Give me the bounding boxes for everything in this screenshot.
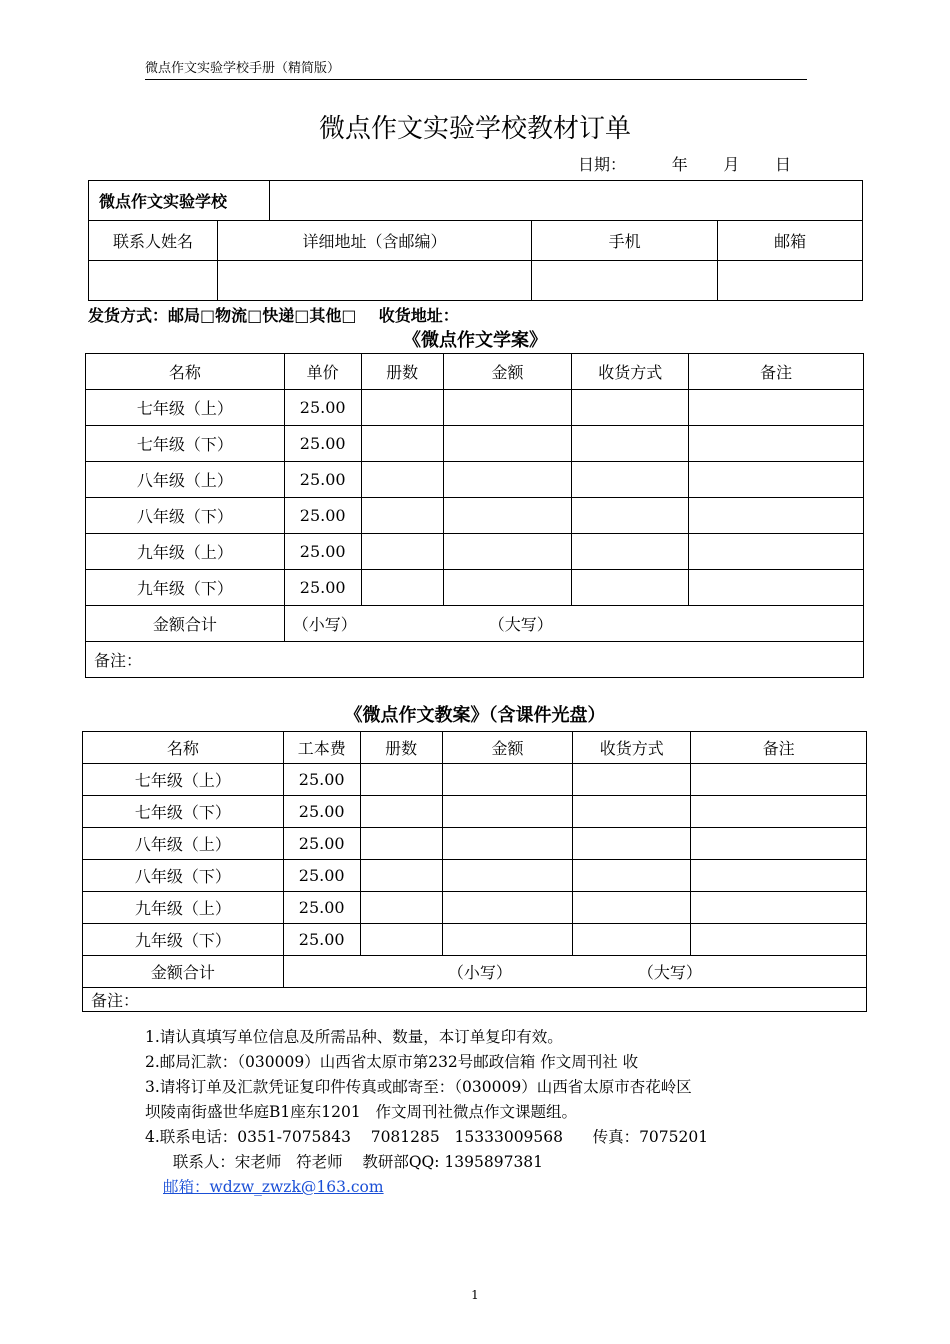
remark-field[interactable]: [691, 860, 867, 892]
col-contact-name: 联系人姓名: [89, 221, 218, 261]
shipping-field[interactable]: [572, 570, 689, 606]
table-row: [86, 570, 864, 606]
shipping-field[interactable]: [573, 892, 691, 924]
header-cost: 工本费: [283, 732, 360, 764]
row-name: 七年级（下）: [83, 796, 284, 828]
order-notes: [145, 1025, 708, 1200]
row-name: 七年级（上）: [86, 390, 285, 426]
shipping-field[interactable]: [572, 462, 689, 498]
row-price: 25.00: [283, 860, 360, 892]
amount-field[interactable]: [443, 462, 572, 498]
header-amount: 金额: [442, 732, 573, 764]
big-amount-label: （大写）: [637, 963, 702, 982]
col-address: 详细地址（含邮编）: [217, 221, 531, 261]
note-line: 4.联系电话：0351-7075843 7081285 15333009568 传真：7075201: [145, 1128, 709, 1146]
phone-field[interactable]: [532, 261, 718, 301]
remark-field[interactable]: [689, 570, 864, 606]
school-info-table: [88, 180, 863, 301]
row-name: 九年级（下）: [83, 924, 284, 956]
small-amount-label: （小写）: [292, 615, 357, 634]
shipping-field[interactable]: [573, 764, 691, 796]
shipping-field[interactable]: [573, 828, 691, 860]
row-name: 七年级（上）: [83, 764, 284, 796]
copies-field[interactable]: [361, 534, 443, 570]
copies-field[interactable]: [361, 498, 443, 534]
shipping-field[interactable]: [572, 426, 689, 462]
row-name: 八年级（上）: [86, 462, 285, 498]
note-line: 1.请认真填写单位信息及所需品种、数量，本订单复印有效。: [145, 1028, 563, 1046]
copies-field[interactable]: [360, 892, 442, 924]
amount-field[interactable]: [443, 498, 572, 534]
row-price: 25.00: [284, 570, 361, 606]
table2-title: 《微点作文教案》（含课件光盘）: [344, 705, 606, 726]
row-name: 八年级（下）: [86, 498, 285, 534]
shipping-field[interactable]: [572, 498, 689, 534]
copies-field[interactable]: [360, 796, 442, 828]
shipping-method-line[interactable]: 发货方式：邮局□物流□快递□其他□ 收货地址：: [88, 306, 459, 325]
table-row: [86, 534, 864, 570]
copies-field[interactable]: [360, 924, 442, 956]
email-link[interactable]: 邮箱：wdzw_zwzk@163.com: [163, 1178, 384, 1196]
page-title: 微点作文实验学校教材订单: [318, 114, 631, 144]
total-amount-field[interactable]: [284, 606, 863, 642]
amount-field[interactable]: [442, 764, 573, 796]
row-price: 25.00: [283, 764, 360, 796]
header-copies: 册数: [360, 732, 442, 764]
header-remark: 备注: [691, 732, 867, 764]
remark-row[interactable]: 备注：: [83, 988, 867, 1012]
table-row: [83, 860, 867, 892]
copies-field[interactable]: [360, 828, 442, 860]
amount-field[interactable]: [443, 390, 572, 426]
xuean-order-table: [85, 353, 864, 678]
remark-field[interactable]: [691, 764, 867, 796]
address-field[interactable]: [217, 261, 531, 301]
table-row: [86, 498, 864, 534]
header-price: 单价: [284, 354, 361, 390]
row-name: 九年级（下）: [86, 570, 285, 606]
remark-field[interactable]: [691, 924, 867, 956]
amount-field[interactable]: [443, 570, 572, 606]
copies-field[interactable]: [361, 390, 443, 426]
total-amount-field[interactable]: [283, 956, 866, 988]
row-price: 25.00: [284, 426, 361, 462]
table-row: [86, 390, 864, 426]
note-line: 2.邮局汇款：（030009）山西省太原市第232号邮政信箱 作文周刊社 收: [145, 1053, 639, 1071]
row-name: 七年级（下）: [86, 426, 285, 462]
table-row: [83, 924, 867, 956]
header-remark: 备注: [689, 354, 864, 390]
row-name: 九年级（上）: [83, 892, 284, 924]
remark-row[interactable]: 备注：: [86, 642, 864, 678]
row-price: 25.00: [284, 498, 361, 534]
table-row: [83, 892, 867, 924]
header-copies: 册数: [361, 354, 443, 390]
table-row: [83, 796, 867, 828]
remark-field[interactable]: [689, 426, 864, 462]
row-price: 25.00: [284, 390, 361, 426]
shipping-field[interactable]: [573, 924, 691, 956]
remark-field[interactable]: [689, 534, 864, 570]
amount-field[interactable]: [442, 892, 573, 924]
note-line: 联系人：宋老师 符老师 教研部QQ: 1395897381: [163, 1153, 544, 1171]
jiaoan-order-table: [82, 731, 867, 1012]
shipping-field[interactable]: [573, 860, 691, 892]
remark-field[interactable]: [691, 828, 867, 860]
amount-field[interactable]: [442, 860, 573, 892]
row-price: 25.00: [284, 462, 361, 498]
header-name: 名称: [83, 732, 284, 764]
header-shipping: 收货方式: [572, 354, 689, 390]
shipping-field[interactable]: [573, 796, 691, 828]
amount-field[interactable]: [442, 796, 573, 828]
row-name: 八年级（上）: [83, 828, 284, 860]
total-label: 金额合计: [83, 956, 284, 988]
total-label: 金额合计: [86, 606, 285, 642]
header-shipping: 收货方式: [573, 732, 691, 764]
row-name: 九年级（上）: [86, 534, 285, 570]
school-label: 微点作文实验学校: [89, 181, 270, 221]
copies-field[interactable]: [360, 860, 442, 892]
table-row: [86, 462, 864, 498]
table1-title: 《微点作文学案》: [403, 330, 547, 351]
remark-field[interactable]: [689, 462, 864, 498]
remark-field[interactable]: [689, 390, 864, 426]
remark-field[interactable]: [691, 892, 867, 924]
row-price: 25.00: [283, 924, 360, 956]
note-line: 3.请将订单及汇款凭证复印件传真或邮寄至：（030009）山西省太原市杏花岭区: [145, 1078, 692, 1096]
amount-field[interactable]: [443, 426, 572, 462]
col-phone: 手机: [532, 221, 718, 261]
running-header: 微点作文实验学校手册（精简版）: [145, 57, 807, 80]
date-field[interactable]: 日期： 年 月 日: [578, 155, 791, 174]
amount-field[interactable]: [442, 924, 573, 956]
row-price: 25.00: [283, 828, 360, 860]
header-name: 名称: [86, 354, 285, 390]
row-price: 25.00: [283, 796, 360, 828]
row-price: 25.00: [284, 534, 361, 570]
amount-field[interactable]: [443, 534, 572, 570]
page-number: 1: [471, 1288, 479, 1302]
copies-field[interactable]: [361, 462, 443, 498]
table-row: [83, 764, 867, 796]
table-row: [83, 828, 867, 860]
remark-field[interactable]: [689, 498, 864, 534]
contact-name-field[interactable]: [89, 261, 218, 301]
copies-field[interactable]: [360, 764, 442, 796]
big-amount-label: （大写）: [488, 615, 553, 634]
shipping-field[interactable]: [572, 390, 689, 426]
table-row: [86, 426, 864, 462]
note-line: 坝陵南街盛世华庭B1座东1201 作文周刊社微点作文课题组。: [145, 1103, 577, 1121]
row-price: 25.00: [283, 892, 360, 924]
copies-field[interactable]: [361, 570, 443, 606]
header-amount: 金额: [443, 354, 572, 390]
shipping-field[interactable]: [572, 534, 689, 570]
small-amount-label: （小写）: [447, 963, 512, 982]
email-field[interactable]: [718, 261, 863, 301]
remark-field[interactable]: [691, 796, 867, 828]
row-name: 八年级（下）: [83, 860, 284, 892]
school-name-field[interactable]: [270, 181, 863, 221]
amount-field[interactable]: [442, 828, 573, 860]
copies-field[interactable]: [361, 426, 443, 462]
col-email: 邮箱: [718, 221, 863, 261]
